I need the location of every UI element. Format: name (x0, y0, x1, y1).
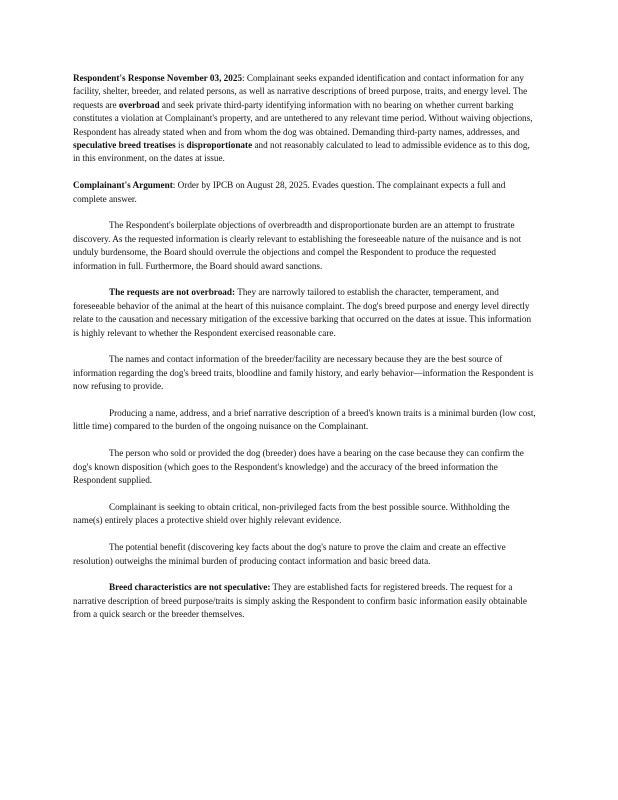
bold-breed-treatises: speculative breed treatises (73, 140, 176, 151)
response-text-3: is (175, 140, 187, 151)
complainant-argument-paragraph (73, 179, 538, 206)
argument-paragraph-2 (73, 286, 538, 340)
respondent-response-paragraph (73, 72, 538, 166)
breed-not-speculative-heading: Breed characteristics are not speculative: (109, 582, 271, 593)
bold-disproportionate: disproportionate (186, 140, 253, 151)
complainant-argument-text: : Order by IPCB on August 28, 2025. Evades question. The complainant expects a full and complete answer. (73, 180, 506, 204)
bold-overbroad: overbroad (118, 99, 160, 110)
response-text-1: : Complainant seeks expanded identification and contact information for any facility, shelter, breeder, and related persons, as well as narrative descriptions of breed purpose, traits, and energy level. The requests are (73, 73, 528, 110)
argument-paragraph-6: Complainant is seeking to obtain critical, non-privileged facts from the best possible source. Withholding the name(s) entirely places a protective shield over highly relevant evidence. (73, 501, 510, 526)
response-text-2: and seek private third-party identifying information with no bearing on whether current barking constitutes a violation at Complainant's property, and are untethered to any relevant time period. Without waiving objections, Respondent has already stated when and from whom the dog was obtained. Demanding third-party names, addresses, and (73, 99, 533, 137)
not-overbroad-text: They are narrowly tailored to establish the character, temperament, and foreseeable behavior of the animal at the heart of this nuisance complaint. The dog's breed purpose and energy level directly relate to the causation and necessary mitigation of the excessive barking that occurred on the dates at issue. This information is highly relevant to whether the Respondent exercised reasonable care. (73, 287, 532, 338)
respondent-response-heading: Respondent's Response November 03, 2025 (73, 73, 243, 83)
argument-paragraph-1: The Respondent's boilerplate objections of overbreadth and disproportionate burden are an attempt to frustrate discovery. As the requested information is clearly relevant to establishing the foreseeable nature of the nuisance and is not unduly burdensome, the Board should overrule the objections and compel the Respondent to produce the requested information in full. Furthermore, the Board should award sanctions. (73, 220, 522, 271)
argument-paragraph-4: Producing a name, address, and a brief narrative description of a breed's known traits is a minimal burden (low cost, little time) compared to the burden of the ongoing nuisance on the Complainant. (73, 408, 536, 432)
complainant-argument-heading: Complainant's Argument (73, 180, 173, 191)
document-body (73, 72, 538, 635)
argument-paragraph-7: The potential benefit (discovering key facts about the dog's nature to prove the claim and create an effective resolution) outweighs the minimal burden of producing contact information and basic breed data. (73, 542, 506, 566)
not-overbroad-heading: The requests are not overbroad: (109, 287, 236, 298)
response-text-4: and not reasonably calculated to lead to admissible evidence as to this dog, in this environment, on the dates at issue. (73, 140, 530, 164)
argument-paragraph-8 (73, 581, 538, 621)
breed-not-speculative-text: They are established facts for registered breeds. The request for a narrative description of breed purpose/traits is simply asking the Respondent to confirm basic information easily obtainable from a quick search or the breeder themselves. (73, 582, 527, 620)
argument-paragraph-3: The names and contact information of the breeder/facility are necessary because they are the best source of information regarding the dog's breed traits, bloodline and family history, and early behavior—information the Respondent is now refusing to provide. (73, 354, 534, 392)
argument-paragraph-5: The person who sold or provided the dog (breeder) does have a bearing on the case because they can confirm the dog's known disposition (which goes to the Respondent's knowledge) and the accuracy of the breed information the Respondent supplied. (73, 448, 524, 486)
